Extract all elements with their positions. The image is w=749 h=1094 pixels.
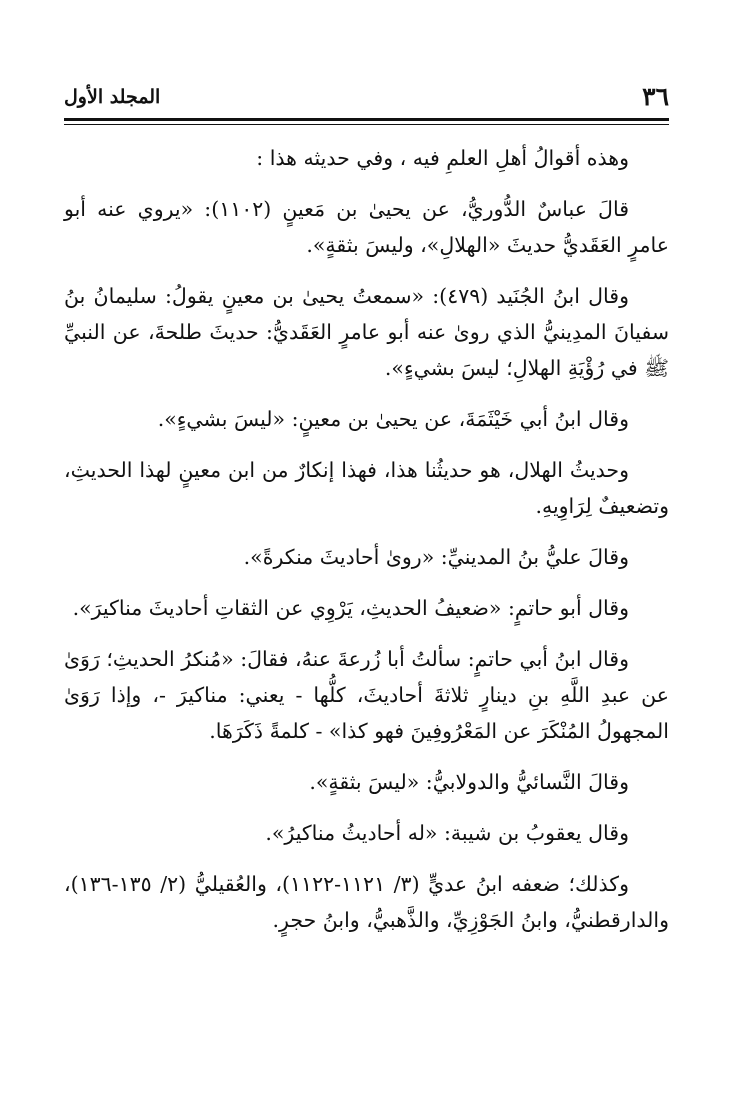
header-rule-thick xyxy=(64,118,669,121)
paragraph: وقالَ النَّسائيُّ والدولابيُّ: «ليسَ بثقةٍ». xyxy=(309,770,629,794)
paragraph: وهذه أقوالُ أهلِ العلمِ فيه ، وفي حديثه هذا : xyxy=(256,146,629,170)
paragraph: وقال ابنُ أبي خَيْثَمَةَ، عن يحيىٰ بن معينٍ: «ليسَ بشيءٍ». xyxy=(157,407,629,431)
paragraph: وقال ابنُ أبي حاتمٍ: سألتُ أبا زُرعةَ عنهُ، فقالَ: «مُنكرُ الحديثِ؛ رَوَىٰ عن عبدِ اللَّهِ بنِ دينارٍ ثلاثةَ أحاديثَ، كلُّها - يعني: مناكيرَ -، وإذا رَوَىٰ المجهولُ المُنْكَرَ عن المَعْرُوفِينَ فهو كذا» - كلمةً ذَكَرَهَا. xyxy=(64,647,669,743)
paragraph: قالَ عباسٌ الدُّوريُّ، عن يحيىٰ بن مَعينٍ (١١٠٢): «يروي عنه أبو عامرٍ العَقَديُّ حديثَ «الهلالِ»، وليسَ بثقةٍ». xyxy=(64,197,669,257)
page-number: ٣٦ xyxy=(642,82,669,111)
paragraph: وقال أبو حاتمٍ: «ضعيفُ الحديثِ، يَرْوِي عن الثقاتِ أحاديثَ مناكيرَ». xyxy=(72,596,629,620)
paragraph: وقالَ عليُّ بنُ المدينيِّ: «روىٰ أحاديثَ منكرةً». xyxy=(243,545,629,569)
page-header xyxy=(64,82,669,112)
body-text xyxy=(64,140,669,938)
paragraph: وقال ابنُ الجُنَيد (٤٧٩): «سمعتُ يحيىٰ بن معينٍ يقولُ: سليمانُ بنُ سفيانَ المدِينيُّ الذي روىٰ عنه أبو عامرٍ العَقَديُّ: حديثَ طلحةَ، عن النبيِّ ﷺ في رُؤْيَةِ الهلالِ؛ ليسَ بشيءٍ». xyxy=(64,284,669,380)
header-rule-thin xyxy=(64,124,669,125)
paragraph: وحديثُ الهلال، هو حديثُنا هذا، فهذا إنكارٌ من ابن معينٍ لهذا الحديثِ، وتضعيفٌ لِرَاوِيهِ. xyxy=(64,458,669,518)
paragraph: وكذلك؛ ضعفه ابنُ عديٍّ (٣/ ١١٢١-١١٢٢)، والعُقيليُّ (٢/ ١٣٥-١٣٦)، والدارقطنيُّ، وابنُ الجَوْزِيِّ، والذَّهبيُّ، وابنُ حجرٍ. xyxy=(64,872,669,932)
volume-title: المجلد الأول xyxy=(64,86,161,108)
paragraph: وقال يعقوبُ بن شيبة: «له أحاديثُ مناكيرُ». xyxy=(265,821,629,845)
